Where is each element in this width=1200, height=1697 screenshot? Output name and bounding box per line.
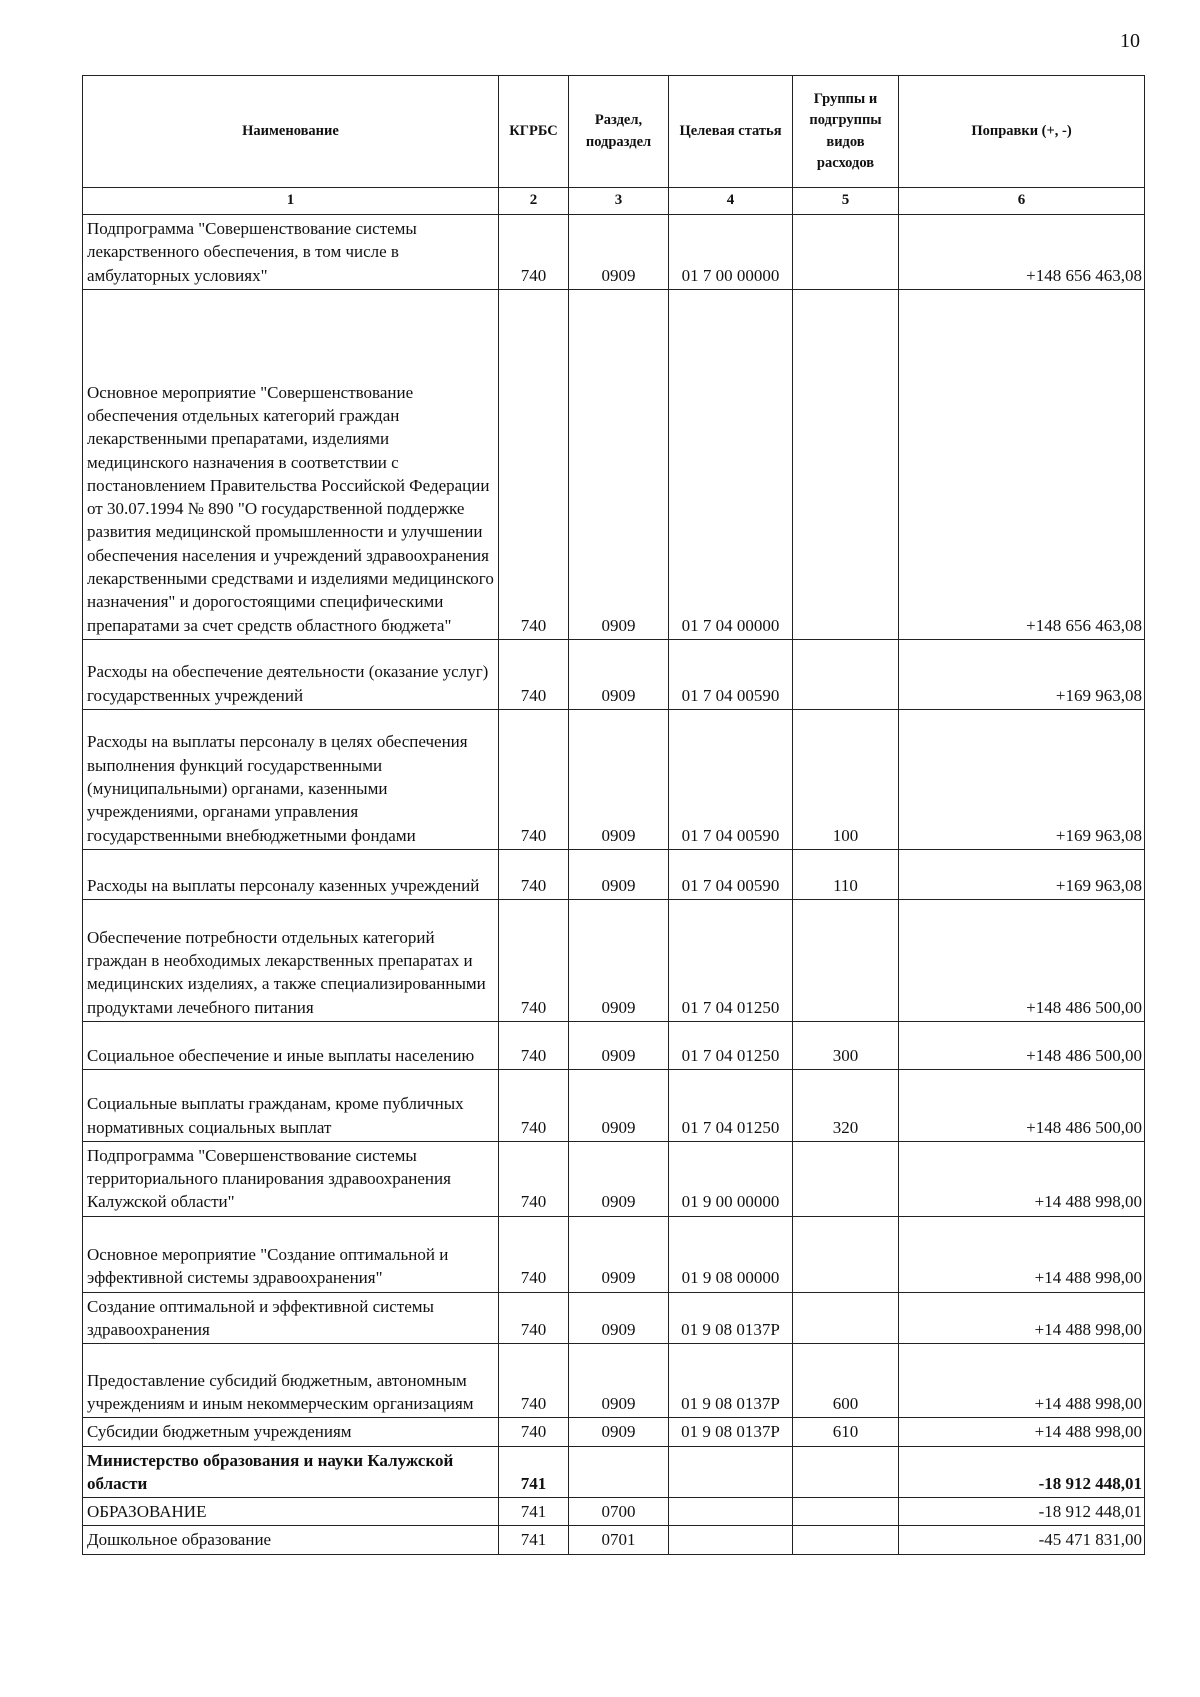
row-target: 01 9 08 0137Р <box>669 1292 793 1344</box>
header-kgrbs: КГРБС <box>499 76 569 188</box>
row-expense-group <box>793 1141 899 1216</box>
row-amount: +148 656 463,08 <box>899 289 1145 639</box>
row-section: 0700 <box>569 1498 669 1526</box>
row-amount: -18 912 448,01 <box>899 1498 1145 1526</box>
row-kgrbs: 741 <box>499 1498 569 1526</box>
row-name: Расходы на обеспечение деятельности (оказание услуг) государственных учреждений <box>83 639 499 709</box>
page-number: 10 <box>1120 30 1140 52</box>
row-amount: +148 486 500,00 <box>899 1021 1145 1069</box>
header-amendment: Поправки (+, -) <box>899 76 1145 188</box>
row-target: 01 7 04 00590 <box>669 709 793 849</box>
table-row <box>83 1216 1145 1292</box>
table-row <box>83 1446 1145 1498</box>
row-kgrbs: 741 <box>499 1446 569 1498</box>
row-section: 0909 <box>569 1344 669 1418</box>
row-name: ОБРАЗОВАНИЕ <box>83 1498 499 1526</box>
column-number: 6 <box>899 188 1145 215</box>
row-target <box>669 1446 793 1498</box>
row-target: 01 7 04 01250 <box>669 1069 793 1141</box>
row-expense-group <box>793 1498 899 1526</box>
table-row <box>83 1069 1145 1141</box>
row-kgrbs: 740 <box>499 1216 569 1292</box>
row-expense-group <box>793 289 899 639</box>
column-number: 2 <box>499 188 569 215</box>
row-amount: +14 488 998,00 <box>899 1418 1145 1446</box>
row-amount: +14 488 998,00 <box>899 1292 1145 1344</box>
row-kgrbs: 740 <box>499 1418 569 1446</box>
row-target: 01 7 04 01250 <box>669 899 793 1021</box>
row-kgrbs: 740 <box>499 709 569 849</box>
row-section: 0909 <box>569 639 669 709</box>
row-name: Расходы на выплаты персоналу казенных учреждений <box>83 849 499 899</box>
row-amount: +14 488 998,00 <box>899 1141 1145 1216</box>
row-amount: +148 486 500,00 <box>899 1069 1145 1141</box>
row-section: 0909 <box>569 1292 669 1344</box>
row-target: 01 9 00 00000 <box>669 1141 793 1216</box>
row-expense-group <box>793 215 899 290</box>
table-row <box>83 899 1145 1021</box>
row-target: 01 7 04 00590 <box>669 849 793 899</box>
header-name: Наименование <box>83 76 499 188</box>
row-name: Министерство образования и науки Калужской области <box>83 1446 499 1498</box>
row-target: 01 7 04 00000 <box>669 289 793 639</box>
row-section: 0909 <box>569 289 669 639</box>
table-row <box>83 1526 1145 1554</box>
row-kgrbs: 740 <box>499 849 569 899</box>
column-number: 5 <box>793 188 899 215</box>
row-expense-group <box>793 1446 899 1498</box>
table-row <box>83 1292 1145 1344</box>
row-expense-group: 600 <box>793 1344 899 1418</box>
row-target <box>669 1498 793 1526</box>
row-section: 0909 <box>569 849 669 899</box>
table-row <box>83 709 1145 849</box>
row-expense-group <box>793 1292 899 1344</box>
row-section: 0909 <box>569 1069 669 1141</box>
row-amount: +148 486 500,00 <box>899 899 1145 1021</box>
table-row <box>83 1141 1145 1216</box>
row-expense-group: 100 <box>793 709 899 849</box>
row-name: Расходы на выплаты персоналу в целях обеспечения выполнения функций государственными (муниципальными) органами, казенными учреждениями, органами управления государственными внебюджетными фондами <box>83 709 499 849</box>
row-kgrbs: 740 <box>499 1344 569 1418</box>
row-section: 0909 <box>569 899 669 1021</box>
budget-table <box>82 75 1145 1555</box>
row-target: 01 9 08 00000 <box>669 1216 793 1292</box>
row-kgrbs: 740 <box>499 289 569 639</box>
row-name: Обеспечение потребности отдельных категорий граждан в необходимых лекарственных препаратах и медицинских изделиях, а также специализированными продуктами лечебного питания <box>83 899 499 1021</box>
row-name: Дошкольное образование <box>83 1526 499 1554</box>
row-kgrbs: 741 <box>499 1526 569 1554</box>
row-expense-group <box>793 1216 899 1292</box>
row-target: 01 9 08 0137Р <box>669 1418 793 1446</box>
table-row <box>83 1498 1145 1526</box>
row-expense-group: 320 <box>793 1069 899 1141</box>
table-row <box>83 289 1145 639</box>
table-row <box>83 1344 1145 1418</box>
row-name: Социальные выплаты гражданам, кроме публичных нормативных социальных выплат <box>83 1069 499 1141</box>
header-expense-group: Группы и подгруппы видов расходов <box>793 76 899 188</box>
row-section: 0909 <box>569 1418 669 1446</box>
table-row <box>83 639 1145 709</box>
row-expense-group <box>793 899 899 1021</box>
row-section: 0909 <box>569 709 669 849</box>
row-name: Основное мероприятие "Совершенствование обеспечения отдельных категорий граждан лекарственными препаратами, изделиями медицинского назначения в соответствии с постановлением Правительства Российской Федерации от 30.07.1994 № 890 "О государственной поддержке развития медицинской промышленности и улучшении обеспечения населения и учреждений здравоохранения лекарственными средствами и изделиями медицинского назначения" и дорогостоящими специфическими препаратами за счет средств областного бюджета" <box>83 289 499 639</box>
row-amount: -45 471 831,00 <box>899 1526 1145 1554</box>
row-section <box>569 1446 669 1498</box>
column-number: 3 <box>569 188 669 215</box>
column-number: 1 <box>83 188 499 215</box>
row-name: Создание оптимальной и эффективной системы здравоохранения <box>83 1292 499 1344</box>
column-number: 4 <box>669 188 793 215</box>
row-expense-group: 610 <box>793 1418 899 1446</box>
row-section: 0701 <box>569 1526 669 1554</box>
row-kgrbs: 740 <box>499 1021 569 1069</box>
row-target: 01 7 00 00000 <box>669 215 793 290</box>
header-section: Раздел, подраздел <box>569 76 669 188</box>
row-kgrbs: 740 <box>499 639 569 709</box>
row-name: Основное мероприятие "Создание оптимальной и эффективной системы здравоохранения" <box>83 1216 499 1292</box>
row-target <box>669 1526 793 1554</box>
row-amount: +14 488 998,00 <box>899 1344 1145 1418</box>
row-expense-group: 110 <box>793 849 899 899</box>
row-name: Подпрограмма "Совершенствование системы территориального планирования здравоохранения Калужской области" <box>83 1141 499 1216</box>
row-expense-group <box>793 639 899 709</box>
row-expense-group: 300 <box>793 1021 899 1069</box>
row-section: 0909 <box>569 1216 669 1292</box>
row-kgrbs: 740 <box>499 899 569 1021</box>
row-target: 01 7 04 00590 <box>669 639 793 709</box>
row-kgrbs: 740 <box>499 1292 569 1344</box>
header-target: Целевая статья <box>669 76 793 188</box>
row-target: 01 9 08 0137Р <box>669 1344 793 1418</box>
row-name: Предоставление субсидий бюджетным, автономным учреждениям и иным некоммерческим организациям <box>83 1344 499 1418</box>
row-amount: +14 488 998,00 <box>899 1216 1145 1292</box>
table-row <box>83 849 1145 899</box>
row-section: 0909 <box>569 215 669 290</box>
row-section: 0909 <box>569 1021 669 1069</box>
row-amount: -18 912 448,01 <box>899 1446 1145 1498</box>
row-section: 0909 <box>569 1141 669 1216</box>
row-kgrbs: 740 <box>499 1141 569 1216</box>
row-expense-group <box>793 1526 899 1554</box>
row-name: Субсидии бюджетным учреждениям <box>83 1418 499 1446</box>
row-amount: +169 963,08 <box>899 709 1145 849</box>
table-row <box>83 1021 1145 1069</box>
row-amount: +169 963,08 <box>899 849 1145 899</box>
row-name: Социальное обеспечение и иные выплаты населению <box>83 1021 499 1069</box>
row-amount: +148 656 463,08 <box>899 215 1145 290</box>
row-amount: +169 963,08 <box>899 639 1145 709</box>
row-kgrbs: 740 <box>499 1069 569 1141</box>
row-target: 01 7 04 01250 <box>669 1021 793 1069</box>
table-row <box>83 1418 1145 1446</box>
row-kgrbs: 740 <box>499 215 569 290</box>
row-name: Подпрограмма "Совершенствование системы лекарственного обеспечения, в том числе в амбулаторных условиях" <box>83 215 499 290</box>
table-row <box>83 215 1145 290</box>
